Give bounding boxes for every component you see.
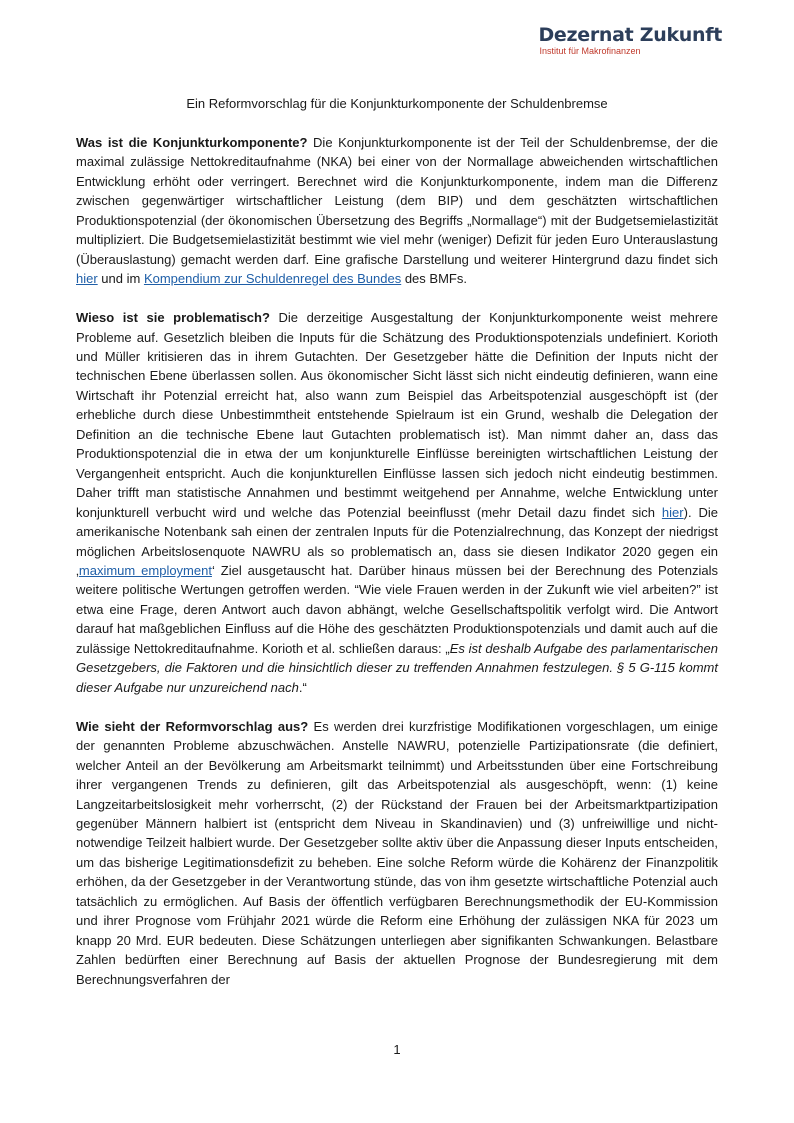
document-title: Ein Reformvorschlag für die Konjunkturkomponente der Schuldenbremse xyxy=(186,96,608,111)
paragraph-text: und im xyxy=(97,271,144,287)
paragraph-heading: Wie sieht der Reformvorschlag aus? xyxy=(76,718,309,734)
logo xyxy=(538,24,722,57)
paragraph-heading: Was ist die Konjunkturkomponente? xyxy=(76,135,308,150)
link-hier-grafik[interactable]: hier xyxy=(76,271,98,287)
link-hier-detail[interactable]: hier xyxy=(661,504,684,520)
paragraph-reformvorschlag xyxy=(76,717,718,989)
paragraph-text: Die derzeitige Ausgestaltung der Konjunkturkomponente weist mehrere Probleme auf. Gesetzlich bleiben die Inputs für die Schätzung des Produktionspotenzials undefiniert. Korioth und Müller kritisieren das in ihrem Gutachten. Der Gesetzgeber hätte die Definition der Inputs nicht der technischen Ebene überlassen sollen. Aus ökonomischer Sicht lässt sich nicht eindeutig definieren, wann eine Wirtschaft ihr Potenzial erreicht hat, also wann zum Beispiel das Arbeitspotenzial ausgeschöpft ist (der erhebliche durch diese Unbestimmtheit entstehende Spielraum ist ein Grund, weshalb die Delegation der Definition an die technische Ebene laut Gutachten problematisch ist). Man nimmt daher an, dass das Produktionspotenzial die in etwa der um konjunkturelle Einflüsse bereinigten wirtschaftlichen Leistung der Vergangenheit entspricht. Auch die konjunkturellen Einflüsse lassen sich jedoch nicht eindeutig bestimmen. Daher trifft man statistische Annahmen und bestimmt weitgehend per Annahme, welche Entwicklung unter konjunkturell verbucht wird und welche das Potenzial beeinflusst (mehr Detail dazu findet sich xyxy=(76,310,718,520)
paragraph-text: ). Die amerikanische Notenbank sah einen der zentralen Inputs für die Potenzialrechnung, das Konzept der niedrigst möglichen Arbeitslosenquote NAWRU als so problematisch an, dass sie diesen Indikator 2020 gegen ein ‚ xyxy=(76,504,718,579)
quote-korioth: Es ist deshalb Aufgabe des parlamentarischen Gesetzgebers, die Faktoren und die hinsichtlich dieser zu treffenden Annahmen festzulegen. § 5 G-115 kommt dieser Aufgabe nur unzureichend nach xyxy=(76,640,718,695)
document-body xyxy=(76,133,718,1009)
paragraph-text: des BMFs. xyxy=(401,271,467,287)
logo-subtitle: Institut für Makrofinanzen xyxy=(539,46,641,56)
paragraph-text: ‘ Ziel ausgetauscht hat. Darüber hinaus müssen bei der Berechnung des Potenzials weitere politische Wertungen getroffen werden. “Wie viele Frauen werden in der Zukunft wie viel arbeiten?” ist etwa eine Frage, deren Antwort auch davon abhängt, welche Gesellschaftspolitik verfolgt wird. Die Antwort darauf hat maßgeblichen Einfluss auf die Höhe des geschätzten Produktionspotenzials und damit auch auf die zulässige Nettokreditaufnahme. Korioth et al. schließen daraus: „ xyxy=(76,563,718,656)
link-kompendium-schuldenregel[interactable]: Kompendium zur Schuldenregel des Bundes xyxy=(143,271,402,287)
page-number: 1 xyxy=(393,1042,401,1057)
logo-name: Dezernat Zukunft xyxy=(538,24,722,46)
link-maximum-employment[interactable]: maximum employment xyxy=(78,563,212,579)
paragraph-text: Es werden drei kurzfristige Modifikationen vorgeschlagen, um einige der genannten Probleme abzuschwächen. Anstelle NAWRU, potenzielle Partizipationsrate (die definiert, welcher Anteil an der Bevölkerung am Arbeitsmarkt teilnimmt) und Arbeitsstunden über eine Fortschreibung ihrer vergangenen Trends zu definieren, gilt das Arbeitspotenzial als ausgeschöpft, wenn: (1) keine Langzeitarbeitslosigkeit mehr vorherrscht, (2) der Rückstand der Frauen bei der Arbeitsmarktpartizipation gegenüber Männern halbiert ist (entspricht dem Niveau in Skandinavien) und (3) unfreiwillige und nicht-notwendige Teilzeit halbiert wurde. Der Gesetzgeber sollte aktiv über die Anpassung dieser Inputs entscheiden, um das bisherige Legitimationsdefizit zu beheben. Eine solche Reform würde die Kohärenz der Finanzpolitik erhöhen, da der Gesetzgeber in der Verantwortung stünde, das von ihm gesetzte wirtschaftliche Potenzial auch tatsächlich zu ermöglichen. Auf Basis der öffentlich verfügbaren Berechnungsmethodik der EU-Kommission und ihrer Prognose vom Frühjahr 2021 würde die Reform eine Erhöhung der zulässigen NKA für 2023 um knapp 20 Mrd. EUR bedeuten. Diese Schätzungen unterliegen aber signifikanten Schwankungen. Belastbare Zahlen bedürften einer Berechnung auf Basis der aktuellen Prognose der Bundesregierung mit dem Berechnungsverfahren der xyxy=(76,718,719,987)
paragraph-konjunkturkomponente xyxy=(76,133,718,289)
paragraph-problematisch xyxy=(76,308,718,697)
paragraph-heading: Wieso ist sie problematisch? xyxy=(76,310,270,326)
paragraph-text: .“ xyxy=(298,679,307,695)
paragraph-text: Die Konjunkturkomponente ist der Teil der Schuldenbremse, der die maximal zulässige Nettokreditaufnahme (NKA) bei einer von der Normallage abweichenden wirtschaftlichen Entwicklung erhöht oder verringert. Berechnet wird die Konjunkturkomponente, indem man die Differenz zwischen gegenwärtiger wirtschaftlicher Leistung (dem BIP) und dem geschätzten wirtschaftlichen Produktionspotenzial (der ökonomischen Übersetzung des Begriffs „Normallage“) mit der Budgetsemielastizität multipliziert. Die Budgetsemielastizität bestimmt wie viel mehr (weniger) Defizit für jeden Euro Unterauslastung (Überauslastung) gemacht werden darf. Eine grafische Darstellung und weiterer Hintergrund dazu findet sich xyxy=(76,135,718,267)
